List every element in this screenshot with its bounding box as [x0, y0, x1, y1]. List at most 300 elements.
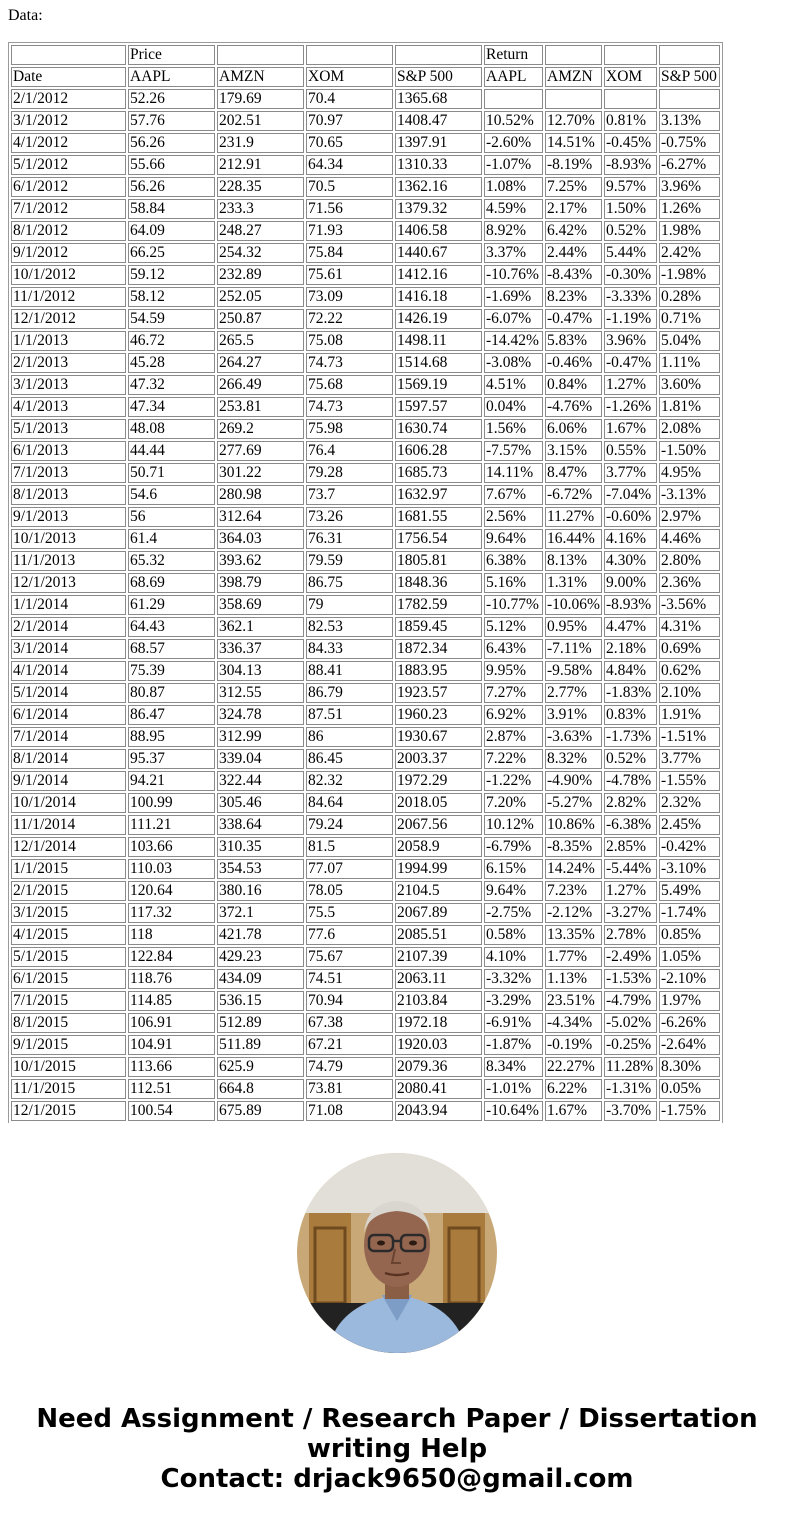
- table-cell: 7.22%: [484, 749, 543, 769]
- table-cell: 310.35: [217, 837, 304, 857]
- table-cell: 10.12%: [484, 815, 543, 835]
- table-row: [11, 573, 720, 593]
- table-cell: -1.50%: [659, 441, 720, 461]
- table-cell: 11/1/2014: [11, 815, 126, 835]
- table-cell: 48.08: [128, 419, 215, 439]
- table-cell: 79.28: [306, 463, 393, 483]
- table-cell: 70.5: [306, 177, 393, 197]
- table-cell: 339.04: [217, 749, 304, 769]
- table-row: [11, 991, 720, 1011]
- table-row: [11, 969, 720, 989]
- table-cell: 2/1/2015: [11, 881, 126, 901]
- table-cell: 117.32: [128, 903, 215, 923]
- table-cell: 0.55%: [604, 441, 657, 461]
- table-cell: 75.98: [306, 419, 393, 439]
- table-cell: -0.46%: [545, 353, 602, 373]
- table-cell: 79.59: [306, 551, 393, 571]
- table-row: [11, 815, 720, 835]
- table-cell: 1872.34: [395, 639, 482, 659]
- table-cell: -3.27%: [604, 903, 657, 923]
- table-cell: 1805.81: [395, 551, 482, 571]
- table-cell: 0.71%: [659, 309, 720, 329]
- table-row: [11, 837, 720, 857]
- table-cell: -1.87%: [484, 1035, 543, 1055]
- table-cell: 664.8: [217, 1079, 304, 1099]
- table-cell: 1.91%: [659, 705, 720, 725]
- table-cell: 75.08: [306, 331, 393, 351]
- column-header: Date: [11, 67, 126, 87]
- table-cell: 64.09: [128, 221, 215, 241]
- table-cell: 9.00%: [604, 573, 657, 593]
- table-cell: 75.61: [306, 265, 393, 285]
- table-cell: 118.76: [128, 969, 215, 989]
- table-cell: 2.82%: [604, 793, 657, 813]
- table-cell: 100.99: [128, 793, 215, 813]
- table-cell: -10.77%: [484, 595, 543, 615]
- table-cell: 2.78%: [604, 925, 657, 945]
- table-cell: 8.23%: [545, 287, 602, 307]
- table-cell: 64.34: [306, 155, 393, 175]
- table-cell: 57.76: [128, 111, 215, 131]
- table-cell: 1412.16: [395, 265, 482, 285]
- column-header: AMZN: [545, 67, 602, 87]
- table-cell: 1597.57: [395, 397, 482, 417]
- table-cell: 1440.67: [395, 243, 482, 263]
- table-cell: 2.17%: [545, 199, 602, 219]
- table-cell: 1365.68: [395, 89, 482, 109]
- table-cell: 82.53: [306, 617, 393, 637]
- table-cell: 73.09: [306, 287, 393, 307]
- table-cell: 10/1/2014: [11, 793, 126, 813]
- table-cell: 74.73: [306, 353, 393, 373]
- table-cell: 312.99: [217, 727, 304, 747]
- table-cell: 1.27%: [604, 375, 657, 395]
- table-cell: 12/1/2012: [11, 309, 126, 329]
- table-cell: 56.26: [128, 133, 215, 153]
- table-row: [11, 89, 720, 109]
- table-row: [11, 529, 720, 549]
- table-cell: -4.90%: [545, 771, 602, 791]
- table-cell: 421.78: [217, 925, 304, 945]
- table-cell: -4.78%: [604, 771, 657, 791]
- table-cell: 6.43%: [484, 639, 543, 659]
- table-cell: 5.12%: [484, 617, 543, 637]
- table-cell: 5.04%: [659, 331, 720, 351]
- table-cell: 1859.45: [395, 617, 482, 637]
- table-cell: 434.09: [217, 969, 304, 989]
- table-cell: [484, 89, 543, 109]
- table-cell: 3/1/2012: [11, 111, 126, 131]
- table-cell: -1.55%: [659, 771, 720, 791]
- table-cell: 8.13%: [545, 551, 602, 571]
- table-cell: 0.85%: [659, 925, 720, 945]
- table-cell: 372.1: [217, 903, 304, 923]
- table-cell: 7.67%: [484, 485, 543, 505]
- footer-line-1: Need Assignment / Research Paper / Dissertation: [36, 1404, 758, 1434]
- table-cell: 4.47%: [604, 617, 657, 637]
- table-cell: 5/1/2012: [11, 155, 126, 175]
- table-cell: 87.51: [306, 705, 393, 725]
- table-cell: 1.31%: [545, 573, 602, 593]
- table-cell: 1.67%: [604, 419, 657, 439]
- table-cell: 44.44: [128, 441, 215, 461]
- column-header: S&P 500: [395, 67, 482, 87]
- table-cell: 1848.36: [395, 573, 482, 593]
- table-cell: 72.22: [306, 309, 393, 329]
- table-cell: 6.92%: [484, 705, 543, 725]
- table-cell: 86.75: [306, 573, 393, 593]
- table-cell: 11/1/2012: [11, 287, 126, 307]
- table-cell: -1.19%: [604, 309, 657, 329]
- table-cell: 75.68: [306, 375, 393, 395]
- table-cell: 2067.56: [395, 815, 482, 835]
- table-cell: 7.23%: [545, 881, 602, 901]
- table-cell: 56.26: [128, 177, 215, 197]
- table-cell: -6.07%: [484, 309, 543, 329]
- table-cell: 675.89: [217, 1101, 304, 1121]
- table-cell: 0.69%: [659, 639, 720, 659]
- table-row: [11, 309, 720, 329]
- table-cell: -3.70%: [604, 1101, 657, 1121]
- table-cell: 84.64: [306, 793, 393, 813]
- table-cell: 1.56%: [484, 419, 543, 439]
- table-cell: 1.27%: [604, 881, 657, 901]
- table-cell: 1923.57: [395, 683, 482, 703]
- table-row: [11, 265, 720, 285]
- table-cell: 2003.37: [395, 749, 482, 769]
- table-cell: 277.69: [217, 441, 304, 461]
- table-cell: 71.56: [306, 199, 393, 219]
- table-cell: -6.38%: [604, 815, 657, 835]
- table-cell: 536.15: [217, 991, 304, 1011]
- group-header-empty: [604, 45, 657, 65]
- table-cell: 12/1/2015: [11, 1101, 126, 1121]
- table-cell: 50.71: [128, 463, 215, 483]
- table-cell: 73.26: [306, 507, 393, 527]
- table-cell: 393.62: [217, 551, 304, 571]
- table-cell: 8.34%: [484, 1057, 543, 1077]
- table-cell: -0.75%: [659, 133, 720, 153]
- table-cell: -1.51%: [659, 727, 720, 747]
- table-cell: 1.11%: [659, 353, 720, 373]
- table-cell: 6.15%: [484, 859, 543, 879]
- table-cell: 5/1/2015: [11, 947, 126, 967]
- table-cell: 23.51%: [545, 991, 602, 1011]
- table-cell: -3.56%: [659, 595, 720, 615]
- table-cell: 266.49: [217, 375, 304, 395]
- table-cell: 336.37: [217, 639, 304, 659]
- table-cell: 68.69: [128, 573, 215, 593]
- table-cell: 2043.94: [395, 1101, 482, 1121]
- table-cell: 81.5: [306, 837, 393, 857]
- table-cell: 312.64: [217, 507, 304, 527]
- table-cell: 79: [306, 595, 393, 615]
- column-header-row: [11, 67, 720, 87]
- table-cell: 9/1/2012: [11, 243, 126, 263]
- table-row: [11, 507, 720, 527]
- table-cell: 1426.19: [395, 309, 482, 329]
- table-cell: 6.06%: [545, 419, 602, 439]
- table-cell: 202.51: [217, 111, 304, 131]
- table-cell: 4.84%: [604, 661, 657, 681]
- table-cell: 100.54: [128, 1101, 215, 1121]
- table-cell: 103.66: [128, 837, 215, 857]
- table-cell: 2080.41: [395, 1079, 482, 1099]
- table-cell: 232.89: [217, 265, 304, 285]
- footer-contact: Contact: drjack9650@gmail.com: [160, 1464, 634, 1494]
- data-label: Data:: [8, 7, 43, 24]
- column-header: AAPL: [128, 67, 215, 87]
- table-row: [11, 177, 720, 197]
- table-cell: -6.72%: [545, 485, 602, 505]
- table-cell: -3.10%: [659, 859, 720, 879]
- table-cell: 4.31%: [659, 617, 720, 637]
- table-cell: -6.79%: [484, 837, 543, 857]
- table-row: [11, 463, 720, 483]
- table-cell: 264.27: [217, 353, 304, 373]
- table-cell: -0.45%: [604, 133, 657, 153]
- table-cell: 0.83%: [604, 705, 657, 725]
- table-cell: 12/1/2013: [11, 573, 126, 593]
- table-cell: 67.21: [306, 1035, 393, 1055]
- table-cell: 1630.74: [395, 419, 482, 439]
- table-cell: 86.79: [306, 683, 393, 703]
- column-header: XOM: [306, 67, 393, 87]
- table-cell: 5.44%: [604, 243, 657, 263]
- table-cell: 8/1/2014: [11, 749, 126, 769]
- table-cell: 14.24%: [545, 859, 602, 879]
- table-cell: 3/1/2015: [11, 903, 126, 923]
- table-cell: [604, 89, 657, 109]
- table-cell: 1.67%: [545, 1101, 602, 1121]
- table-cell: 65.32: [128, 551, 215, 571]
- footer-banner: [0, 1404, 794, 1494]
- table-cell: -14.42%: [484, 331, 543, 351]
- table-row: [11, 331, 720, 351]
- table-cell: [659, 89, 720, 109]
- table-cell: 2.97%: [659, 507, 720, 527]
- table-cell: 3.13%: [659, 111, 720, 131]
- table-cell: -3.29%: [484, 991, 543, 1011]
- table-cell: 1569.19: [395, 375, 482, 395]
- table-cell: 6/1/2012: [11, 177, 126, 197]
- table-cell: 0.84%: [545, 375, 602, 395]
- table-cell: 1883.95: [395, 661, 482, 681]
- table-cell: 1.08%: [484, 177, 543, 197]
- table-cell: 2.44%: [545, 243, 602, 263]
- table-cell: 9/1/2014: [11, 771, 126, 791]
- table-cell: 0.62%: [659, 661, 720, 681]
- table-cell: 58.84: [128, 199, 215, 219]
- table-cell: 364.03: [217, 529, 304, 549]
- table-cell: 625.9: [217, 1057, 304, 1077]
- table-cell: 380.16: [217, 881, 304, 901]
- table-cell: 47.34: [128, 397, 215, 417]
- table-row: [11, 947, 720, 967]
- data-table-body: [11, 45, 720, 1121]
- table-cell: 55.66: [128, 155, 215, 175]
- table-cell: 254.32: [217, 243, 304, 263]
- table-cell: 5/1/2013: [11, 419, 126, 439]
- table-cell: 0.58%: [484, 925, 543, 945]
- table-cell: 0.05%: [659, 1079, 720, 1099]
- table-cell: -7.11%: [545, 639, 602, 659]
- table-cell: -0.47%: [604, 353, 657, 373]
- group-header-empty: [217, 45, 304, 65]
- table-cell: 2.32%: [659, 793, 720, 813]
- column-header: AMZN: [217, 67, 304, 87]
- table-cell: 3/1/2014: [11, 639, 126, 659]
- table-cell: 253.81: [217, 397, 304, 417]
- table-cell: -4.34%: [545, 1013, 602, 1033]
- table-cell: 2.45%: [659, 815, 720, 835]
- table-row: [11, 133, 720, 153]
- table-cell: 111.21: [128, 815, 215, 835]
- table-cell: 47.32: [128, 375, 215, 395]
- table-cell: 86.47: [128, 705, 215, 725]
- table-cell: 104.91: [128, 1035, 215, 1055]
- table-cell: 64.43: [128, 617, 215, 637]
- table-cell: 1379.32: [395, 199, 482, 219]
- table-cell: 8.47%: [545, 463, 602, 483]
- table-cell: 1.77%: [545, 947, 602, 967]
- table-row: [11, 925, 720, 945]
- table-cell: 3.96%: [659, 177, 720, 197]
- table-cell: -1.73%: [604, 727, 657, 747]
- table-cell: 2.36%: [659, 573, 720, 593]
- table-cell: -1.53%: [604, 969, 657, 989]
- table-cell: 1632.97: [395, 485, 482, 505]
- table-cell: -6.91%: [484, 1013, 543, 1033]
- table-cell: 1994.99: [395, 859, 482, 879]
- table-cell: 13.35%: [545, 925, 602, 945]
- table-cell: 0.95%: [545, 617, 602, 637]
- table-cell: 233.3: [217, 199, 304, 219]
- group-header-empty: [11, 45, 126, 65]
- table-row: [11, 661, 720, 681]
- table-cell: 76.4: [306, 441, 393, 461]
- table-cell: 9.64%: [484, 881, 543, 901]
- table-cell: -3.13%: [659, 485, 720, 505]
- table-cell: -2.49%: [604, 947, 657, 967]
- table-cell: 11.27%: [545, 507, 602, 527]
- table-cell: 1930.67: [395, 727, 482, 747]
- table-cell: 3.77%: [659, 749, 720, 769]
- table-cell: 4.51%: [484, 375, 543, 395]
- table-cell: 59.12: [128, 265, 215, 285]
- table-cell: 1606.28: [395, 441, 482, 461]
- table-cell: 8/1/2013: [11, 485, 126, 505]
- table-row: [11, 749, 720, 769]
- table-row: [11, 441, 720, 461]
- table-cell: 1/1/2014: [11, 595, 126, 615]
- table-row: [11, 903, 720, 923]
- table-cell: -3.32%: [484, 969, 543, 989]
- table-cell: 228.35: [217, 177, 304, 197]
- table-cell: 312.55: [217, 683, 304, 703]
- table-row: [11, 375, 720, 395]
- table-cell: 10/1/2013: [11, 529, 126, 549]
- table-row: [11, 287, 720, 307]
- table-cell: 2/1/2014: [11, 617, 126, 637]
- table-cell: 8.32%: [545, 749, 602, 769]
- table-cell: -1.74%: [659, 903, 720, 923]
- table-row: [11, 485, 720, 505]
- group-header-empty: [306, 45, 393, 65]
- table-row: [11, 111, 720, 131]
- table-cell: 6.38%: [484, 551, 543, 571]
- table-cell: 2.85%: [604, 837, 657, 857]
- table-cell: 2.77%: [545, 683, 602, 703]
- table-cell: 75.5: [306, 903, 393, 923]
- table-cell: -4.79%: [604, 991, 657, 1011]
- table-cell: [545, 89, 602, 109]
- table-cell: -6.27%: [659, 155, 720, 175]
- table-cell: 120.64: [128, 881, 215, 901]
- table-cell: 61.4: [128, 529, 215, 549]
- table-row: [11, 617, 720, 637]
- table-cell: 231.9: [217, 133, 304, 153]
- table-cell: -0.47%: [545, 309, 602, 329]
- table-cell: 1362.16: [395, 177, 482, 197]
- table-cell: 76.31: [306, 529, 393, 549]
- table-cell: -2.12%: [545, 903, 602, 923]
- table-cell: 79.24: [306, 815, 393, 835]
- table-cell: 113.66: [128, 1057, 215, 1077]
- table-cell: 1.98%: [659, 221, 720, 241]
- table-cell: -1.83%: [604, 683, 657, 703]
- table-cell: 54.59: [128, 309, 215, 329]
- group-header-row: [11, 45, 720, 65]
- table-cell: 338.64: [217, 815, 304, 835]
- table-cell: 58.12: [128, 287, 215, 307]
- table-cell: 8.30%: [659, 1057, 720, 1077]
- table-cell: 1782.59: [395, 595, 482, 615]
- table-cell: -5.02%: [604, 1013, 657, 1033]
- table-cell: 2.80%: [659, 551, 720, 571]
- table-cell: 16.44%: [545, 529, 602, 549]
- table-cell: -2.64%: [659, 1035, 720, 1055]
- table-cell: 95.37: [128, 749, 215, 769]
- table-cell: 8/1/2012: [11, 221, 126, 241]
- table-cell: 322.44: [217, 771, 304, 791]
- table-cell: 2085.51: [395, 925, 482, 945]
- table-cell: 1685.73: [395, 463, 482, 483]
- column-header: S&P 500: [659, 67, 720, 87]
- table-cell: 2.18%: [604, 639, 657, 659]
- table-row: [11, 705, 720, 725]
- table-cell: 511.89: [217, 1035, 304, 1055]
- group-header-empty: [659, 45, 720, 65]
- table-cell: 3.37%: [484, 243, 543, 263]
- table-row: [11, 155, 720, 175]
- table-cell: -1.26%: [604, 397, 657, 417]
- footer-line-2: writing Help: [306, 1434, 488, 1464]
- table-cell: 1.50%: [604, 199, 657, 219]
- table-cell: -3.63%: [545, 727, 602, 747]
- table-cell: 212.91: [217, 155, 304, 175]
- table-cell: 1514.68: [395, 353, 482, 373]
- table-cell: 0.04%: [484, 397, 543, 417]
- table-cell: 74.51: [306, 969, 393, 989]
- table-cell: 1.05%: [659, 947, 720, 967]
- table-row: [11, 243, 720, 263]
- table-cell: 2104.5: [395, 881, 482, 901]
- table-row: [11, 397, 720, 417]
- table-cell: 1/1/2015: [11, 859, 126, 879]
- table-cell: 0.28%: [659, 287, 720, 307]
- table-cell: 10.86%: [545, 815, 602, 835]
